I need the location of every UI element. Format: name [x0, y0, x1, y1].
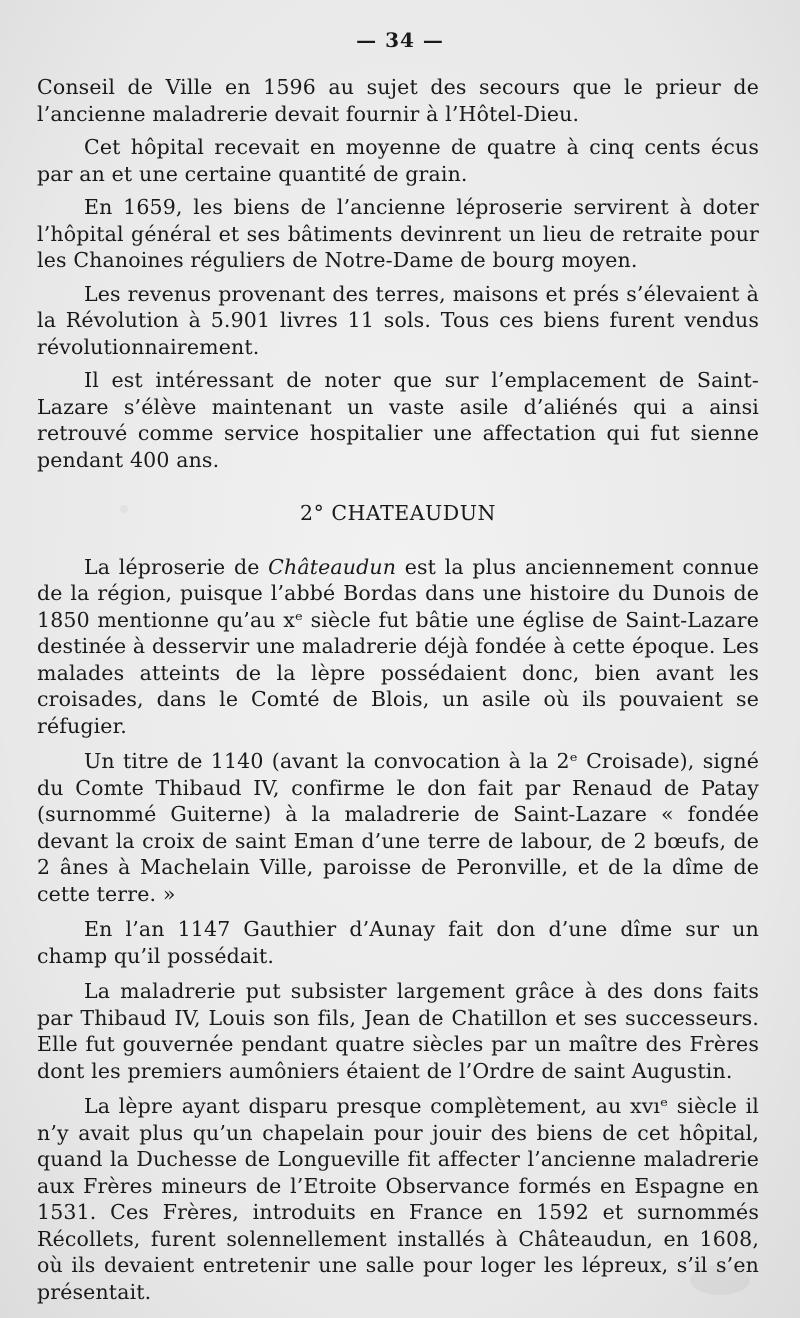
body-text: [37, 74, 759, 1305]
paragraph: Cet hôpital recevait en moyenne de quatre à cinq cents écus par an et une certaine quantité de grain.: [37, 135, 759, 186]
place-name: Châteaudun: [268, 554, 397, 579]
paragraph: Conseil de Ville en 1596 au sujet des secours que le prieur de l’ancienne maladrerie devait fournir à l’Hôtel-Dieu.: [37, 75, 759, 126]
paragraph: Les revenus provenant des terres, maisons et prés s’élevaient à la Révolution à 5.901 livres 11 sols. Tous ces biens furent vendus révolutionnairement.: [37, 281, 759, 359]
paragraph-rest: est la plus anciennement connue de la région, puisque l’abbé Bordas dans une histoire du Dunois de 1850 mentionne qu’au xᵉ siècle fut bâtie une église de Saint-Lazare destinée à desservir une maladrerie déjà fondée à cette époque. Les malades atteints de la lèpre possédaient donc, bien avant les croisades, dans le Comté de Blois, un asile où ils pouvaient se réfugier.: [37, 554, 759, 738]
paragraph: En 1659, les biens de l’ancienne léproserie servirent à doter l’hôpital général et ses bâtiments devinrent un lieu de retraite pour les Chanoines réguliers de Notre-Dame de bourg moyen.: [37, 195, 759, 272]
paragraph: Un titre de 1140 (avant la convocation à la 2ᵉ Croisade), signé du Comte Thibaud IV, confirme le don fait par Renaud de Patay (surnommé Guiterne) à la maladrerie de Saint-Lazare « fondée devant la croix de saint Eman d’une terre de labour, de 2 bœufs, de 2 ânes à Machelain Ville, paroisse de Peronville, et de la dîme de cette terre. »: [37, 749, 759, 906]
paragraph: La maladrerie put subsister largement grâce à des dons faits par Thibaud IV, Louis son fils, Jean de Chatillon et ses successeurs. Elle fut gouvernée pendant quatre siècles par un maître des Frères dont les premiers aumôniers étaient de l’Ordre de saint Augustin.: [37, 979, 759, 1083]
paragraph: [37, 554, 759, 740]
section-title: 2° CHATEAUDUN: [300, 501, 496, 525]
paragraph: En l’an 1147 Gauthier d’Aunay fait don d’une dîme sur un champ qu’il possédait.: [37, 917, 759, 968]
paragraph-intro: La léproserie de: [84, 554, 269, 579]
paragraph: La lèpre ayant disparu presque complètement, au xvıᵉ siècle il n’y avait plus qu’un chapelain pour jouir des biens de cet hôpital, quand la Duchesse de Longueville fit affecter l’ancienne maladrerie aux Frères mineurs de l’Etroite Observance formés en Espagne en 1531. Ces Frères, introduits en France en 1592 et surnommés Récollets, furent solennellement installés à Châteaudun, en 1608, où ils devaient entretenir une salle pour loger les lépreux, s’il s’en présentait.: [37, 1094, 759, 1304]
page-number: — 34 —: [356, 28, 444, 52]
paragraph: Il est intéressant de noter que sur l’emplacement de Saint-Lazare s’élève maintenant un vaste asile d’aliénés qui a ainsi retrouvé comme service hospitalier une affectation qui fut sienne pendant 400 ans.: [37, 368, 759, 472]
